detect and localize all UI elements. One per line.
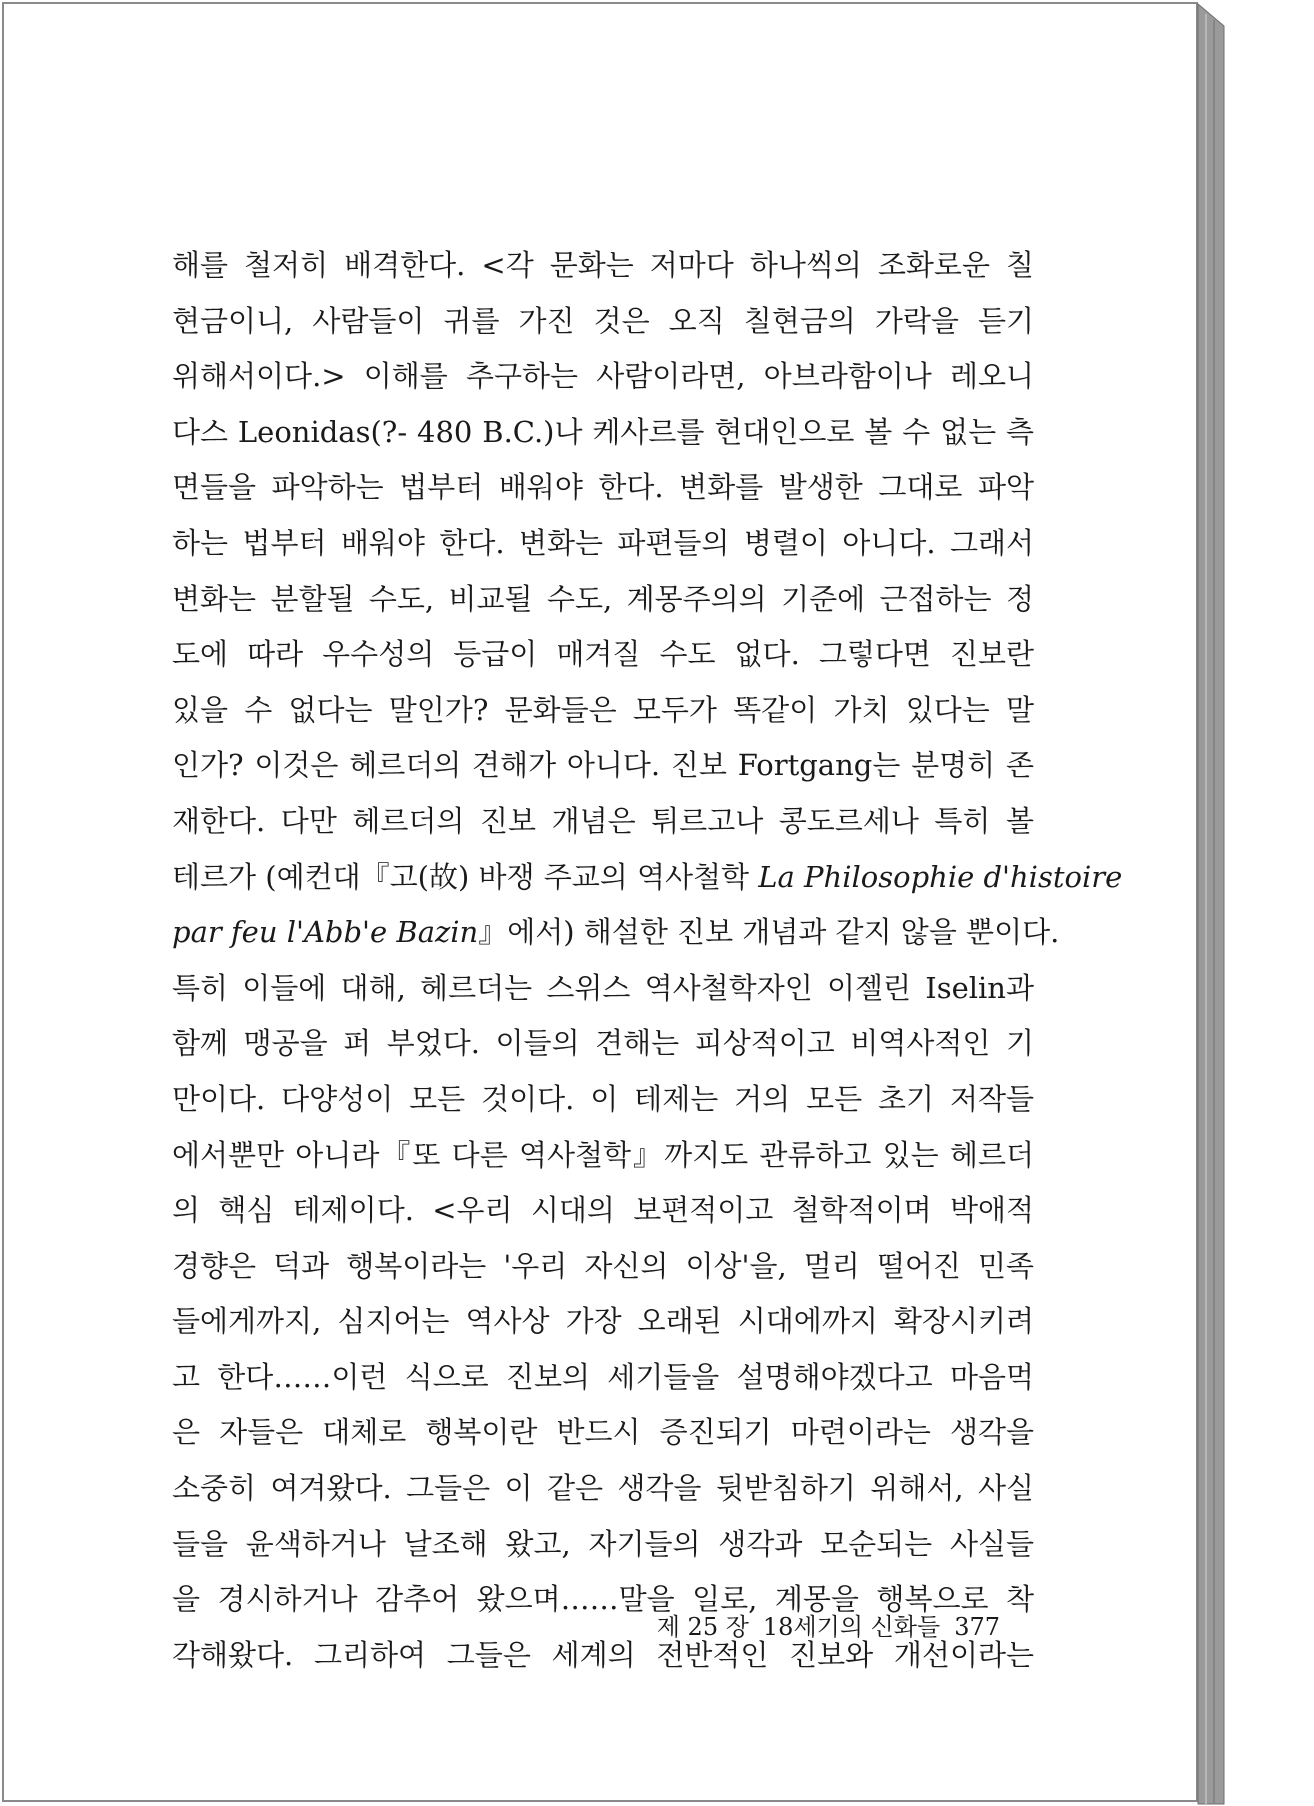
text-line: 고 한다……이런 식으로 진보의 세기들을 설명해야겠다고 마음먹 bbox=[172, 1359, 1034, 1394]
text-line: 하는 법부터 배워야 한다. 변화는 파편들의 병렬이 아니다. 그래서 bbox=[172, 525, 1034, 560]
text-line: 특히 이들에 대해, 헤르더는 스위스 역사철학자인 이젤린 Iselin과 bbox=[172, 970, 1034, 1005]
text-line: 소중히 여겨왔다. 그들은 이 같은 생각을 뒷받침하기 위해서, 사실 bbox=[172, 1471, 1034, 1506]
text-line: 경향은 덕과 행복이라는 '우리 자신의 이상'을, 멀리 떨어진 민족 bbox=[172, 1248, 1034, 1283]
body-text bbox=[172, 238, 1123, 1683]
text-line: 다스 Leonidas(?- 480 B.C.)나 케사르를 현대인으로 볼 수 없는 측 bbox=[172, 414, 1034, 449]
text-line: 함께 맹공을 퍼 부었다. 이들의 견해는 피상적이고 비역사적인 기 bbox=[172, 1026, 1034, 1061]
page-number: 377 bbox=[954, 1613, 1000, 1641]
text-line: 만이다. 다양성이 모든 것이다. 이 테제는 거의 모든 초기 저작들 bbox=[172, 1081, 1034, 1116]
text-line: 현금이니, 사람들이 귀를 가진 것은 오직 칠현금의 가락을 듣기 bbox=[172, 303, 1034, 338]
text-line: 변화는 분할될 수도, 비교될 수도, 계몽주의의 기준에 근접하는 정 bbox=[172, 581, 1034, 616]
text-line: 은 자들은 대체로 행복이란 반드시 증진되기 마련이라는 생각을 bbox=[172, 1415, 1034, 1450]
text-line: 재한다. 다만 헤르더의 진보 개념은 튀르고나 콩도르세나 특히 볼 bbox=[172, 803, 1034, 838]
text-line: 을 경시하거나 감추어 왔으며……말을 일로, 계몽을 행복으로 착 bbox=[172, 1582, 1034, 1617]
text-line: 인가? 이것은 헤르더의 견해가 아니다. 진보 Fortgang는 분명히 존 bbox=[172, 748, 1034, 783]
text-line: 있을 수 없다는 말인가? 문화들은 모두가 똑같이 가치 있다는 말 bbox=[172, 692, 1034, 727]
book-page bbox=[2, 2, 1198, 1802]
text-line: 면들을 파악하는 법부터 배워야 한다. 변화를 발생한 그대로 파악 bbox=[172, 470, 1034, 505]
text-line-with-title bbox=[172, 850, 1123, 906]
page-stack-edge bbox=[1198, 4, 1228, 1804]
text-line: 들을 윤색하거나 날조해 왔고, 자기들의 생각과 모순되는 사실들 bbox=[172, 1526, 1034, 1561]
running-footer bbox=[604, 1607, 1000, 1647]
text-line: 위해서이다.> 이해를 추구하는 사람이라면, 아브라함이나 레오니 bbox=[172, 359, 1034, 394]
text-line-with-title bbox=[172, 905, 1060, 961]
book-title-italic: par feu l'Abb'e Bazin bbox=[172, 915, 479, 950]
chapter-label: 제 25 장 bbox=[656, 1613, 749, 1641]
text-line: 해를 철저히 배격한다. <각 문화는 저마다 하나씩의 조화로운 칠 bbox=[172, 248, 1034, 282]
chapter-title: 18세기의 신화들 bbox=[762, 1613, 941, 1641]
text-line: 들에게까지, 심지어는 역사상 가장 오래된 시대에까지 확장시키려 bbox=[172, 1304, 1034, 1339]
text-line: 에서뿐만 아니라『또 다른 역사철학』까지도 관류하고 있는 헤르더 bbox=[172, 1137, 1034, 1172]
text-segment: 테르가 (예컨대『고(故) 바쟁 주교의 역사철학 bbox=[172, 859, 759, 894]
text-line: 도에 따라 우수성의 등급이 매겨질 수도 없다. 그렇다면 진보란 bbox=[172, 637, 1034, 672]
text-segment: 』에서) 해설한 진보 개념과 같지 않을 뿐이다. bbox=[478, 915, 1060, 950]
book-title-italic: La Philosophie d'histoire bbox=[758, 859, 1123, 894]
text-line: 의 핵심 테제이다. <우리 시대의 보편적이고 철학적이며 박애적 bbox=[172, 1193, 1034, 1228]
text-line: 각해왔다. 그리하여 그들은 세계의 전반적인 진보와 개선이라는 bbox=[172, 1637, 1034, 1672]
